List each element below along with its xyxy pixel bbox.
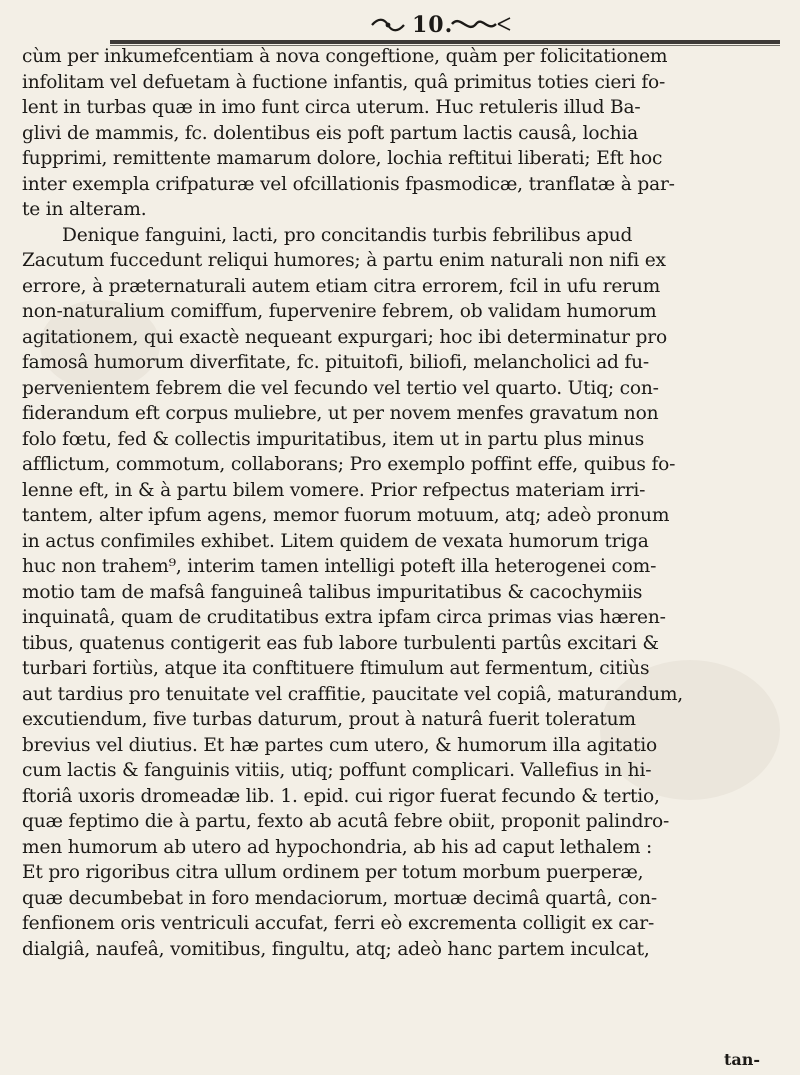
page-number: 10. <box>412 12 454 38</box>
text-line: excutiendum, five turbas daturum, prout à naturâ fuerit toleratum <box>22 709 636 730</box>
text-line: cum lactis & fanguinis vitiis, utiq; poffunt complicari. Vallefius in hi- <box>22 760 652 781</box>
text-line: fiderandum eft corpus muliebre, ut per novem menfes gravatum non <box>22 403 659 424</box>
text-line: te in alteram. <box>22 199 147 220</box>
text-line: Denique fanguini, lacti, pro concitandis turbis febrilibus apud <box>62 224 633 246</box>
text-line: inter exempla crifpaturæ vel ofcillationis fpasmodicæ, tranflatæ à par- <box>22 173 675 195</box>
text-line: infolitam vel defuetam à fuctione infantis, quâ primitus toties cieri fo- <box>22 71 666 93</box>
text-line: Et pro rigoribus citra ullum ordinem per totum morbum puerperæ, <box>22 862 644 883</box>
text-line: famosâ humorum diverfitate, fc. pituitofi, biliofi, melancholici ad fu- <box>22 352 649 373</box>
text-line: agitationem, qui exactè nequeant expurgari; hoc ibi determinatur pro <box>22 326 667 348</box>
text-line: lent in turbas quæ in imo funt circa uterum. Huc retuleris illud Ba- <box>22 97 641 118</box>
flourish-ornament-icon <box>450 12 512 36</box>
text-line: errore, à præternaturali autem etiam citra errorem, fcil in ufu rerum <box>22 275 661 297</box>
text-line: cùm per inkumefcentiam à nova congeftione, quàm per folicitationem <box>22 46 668 67</box>
text-line: quæ feptimo die à partu, fexto ab acutâ febre obiit, proponit palindro- <box>22 811 670 832</box>
text-line: brevius vel diutius. Et hæ partes cum utero, & humorum illa agitatio <box>22 734 658 756</box>
flourish-ornament-icon <box>370 16 406 34</box>
text-line: pervenientem febrem die vel fecundo vel tertio vel quarto. Utiq; con- <box>22 377 659 399</box>
text-line: lenne eft, in & à partu bilem vomere. Prior refpectus materiam irri- <box>22 479 646 501</box>
text-line: tibus, quatenus contigerit eas fub labore turbulenti partûs excitari & <box>22 632 659 654</box>
text-line: non-naturalium comiffum, fupervenire febrem, ob validam humorum <box>22 301 657 322</box>
text-line: motio tam de mafsâ fanguineâ talibus impuritatibus & cacochymiis <box>22 581 643 603</box>
text-line: dialgiâ, naufeâ, vomitibus, fingultu, atq; adeò hanc partem inculcat, <box>22 938 650 960</box>
body-text <box>22 44 790 962</box>
text-line: fenfionem oris ventriculi accufat, ferri eò excrementa colligit ex car- <box>22 913 655 934</box>
text-line: turbari fortiùs, atque ita conftituere ftimulum aut fermentum, citiùs <box>22 658 650 679</box>
text-line: fupprimi, remittente mamarum dolore, lochia reftitui liberati; Eft hoc <box>22 148 663 169</box>
text-line: folo fœtu, fed & collectis impuritatibus, item ut in partu plus minus <box>22 428 645 450</box>
text-line: Zacutum fuccedunt reliqui humores; à partu enim naturali non nifi ex <box>22 250 666 271</box>
text-line: men humorum ab utero ad hypochondria, ab his ad caput lethalem : <box>22 836 653 858</box>
running-header <box>0 6 800 44</box>
text-line: quæ decumbebat in foro mendaciorum, mortuæ decimâ quartâ, con- <box>22 887 657 909</box>
text-line: glivi de mammis, fc. dolentibus eis poft partum lactis causâ, lochia <box>22 122 638 144</box>
text-line: ftoriâ uxoris dromeadæ lib. 1. epid. cui rigor fuerat fecundo & tertio, <box>22 785 660 807</box>
catchword: tan- <box>724 1050 761 1069</box>
text-line: tantem, alter ipfum agens, memor fuorum motuum, atq; adeò pronum <box>22 505 670 526</box>
text-line: afflictum, commotum, collaborans; Pro exemplo poffint effe, quibus fo- <box>22 454 676 475</box>
text-line: in actus confimiles exhibet. Litem quidem de vexata humorum triga <box>22 530 649 552</box>
text-line: inquinatâ, quam de cruditatibus extra ipfam circa primas vias hæren- <box>22 607 666 628</box>
text-line: huc non trahem⁹, interim tamen intelligi poteft illa heterogenei com- <box>22 556 657 577</box>
text-line: aut tardius pro tenuitate vel craffitie, paucitate vel copiâ, maturandum, <box>22 683 684 705</box>
